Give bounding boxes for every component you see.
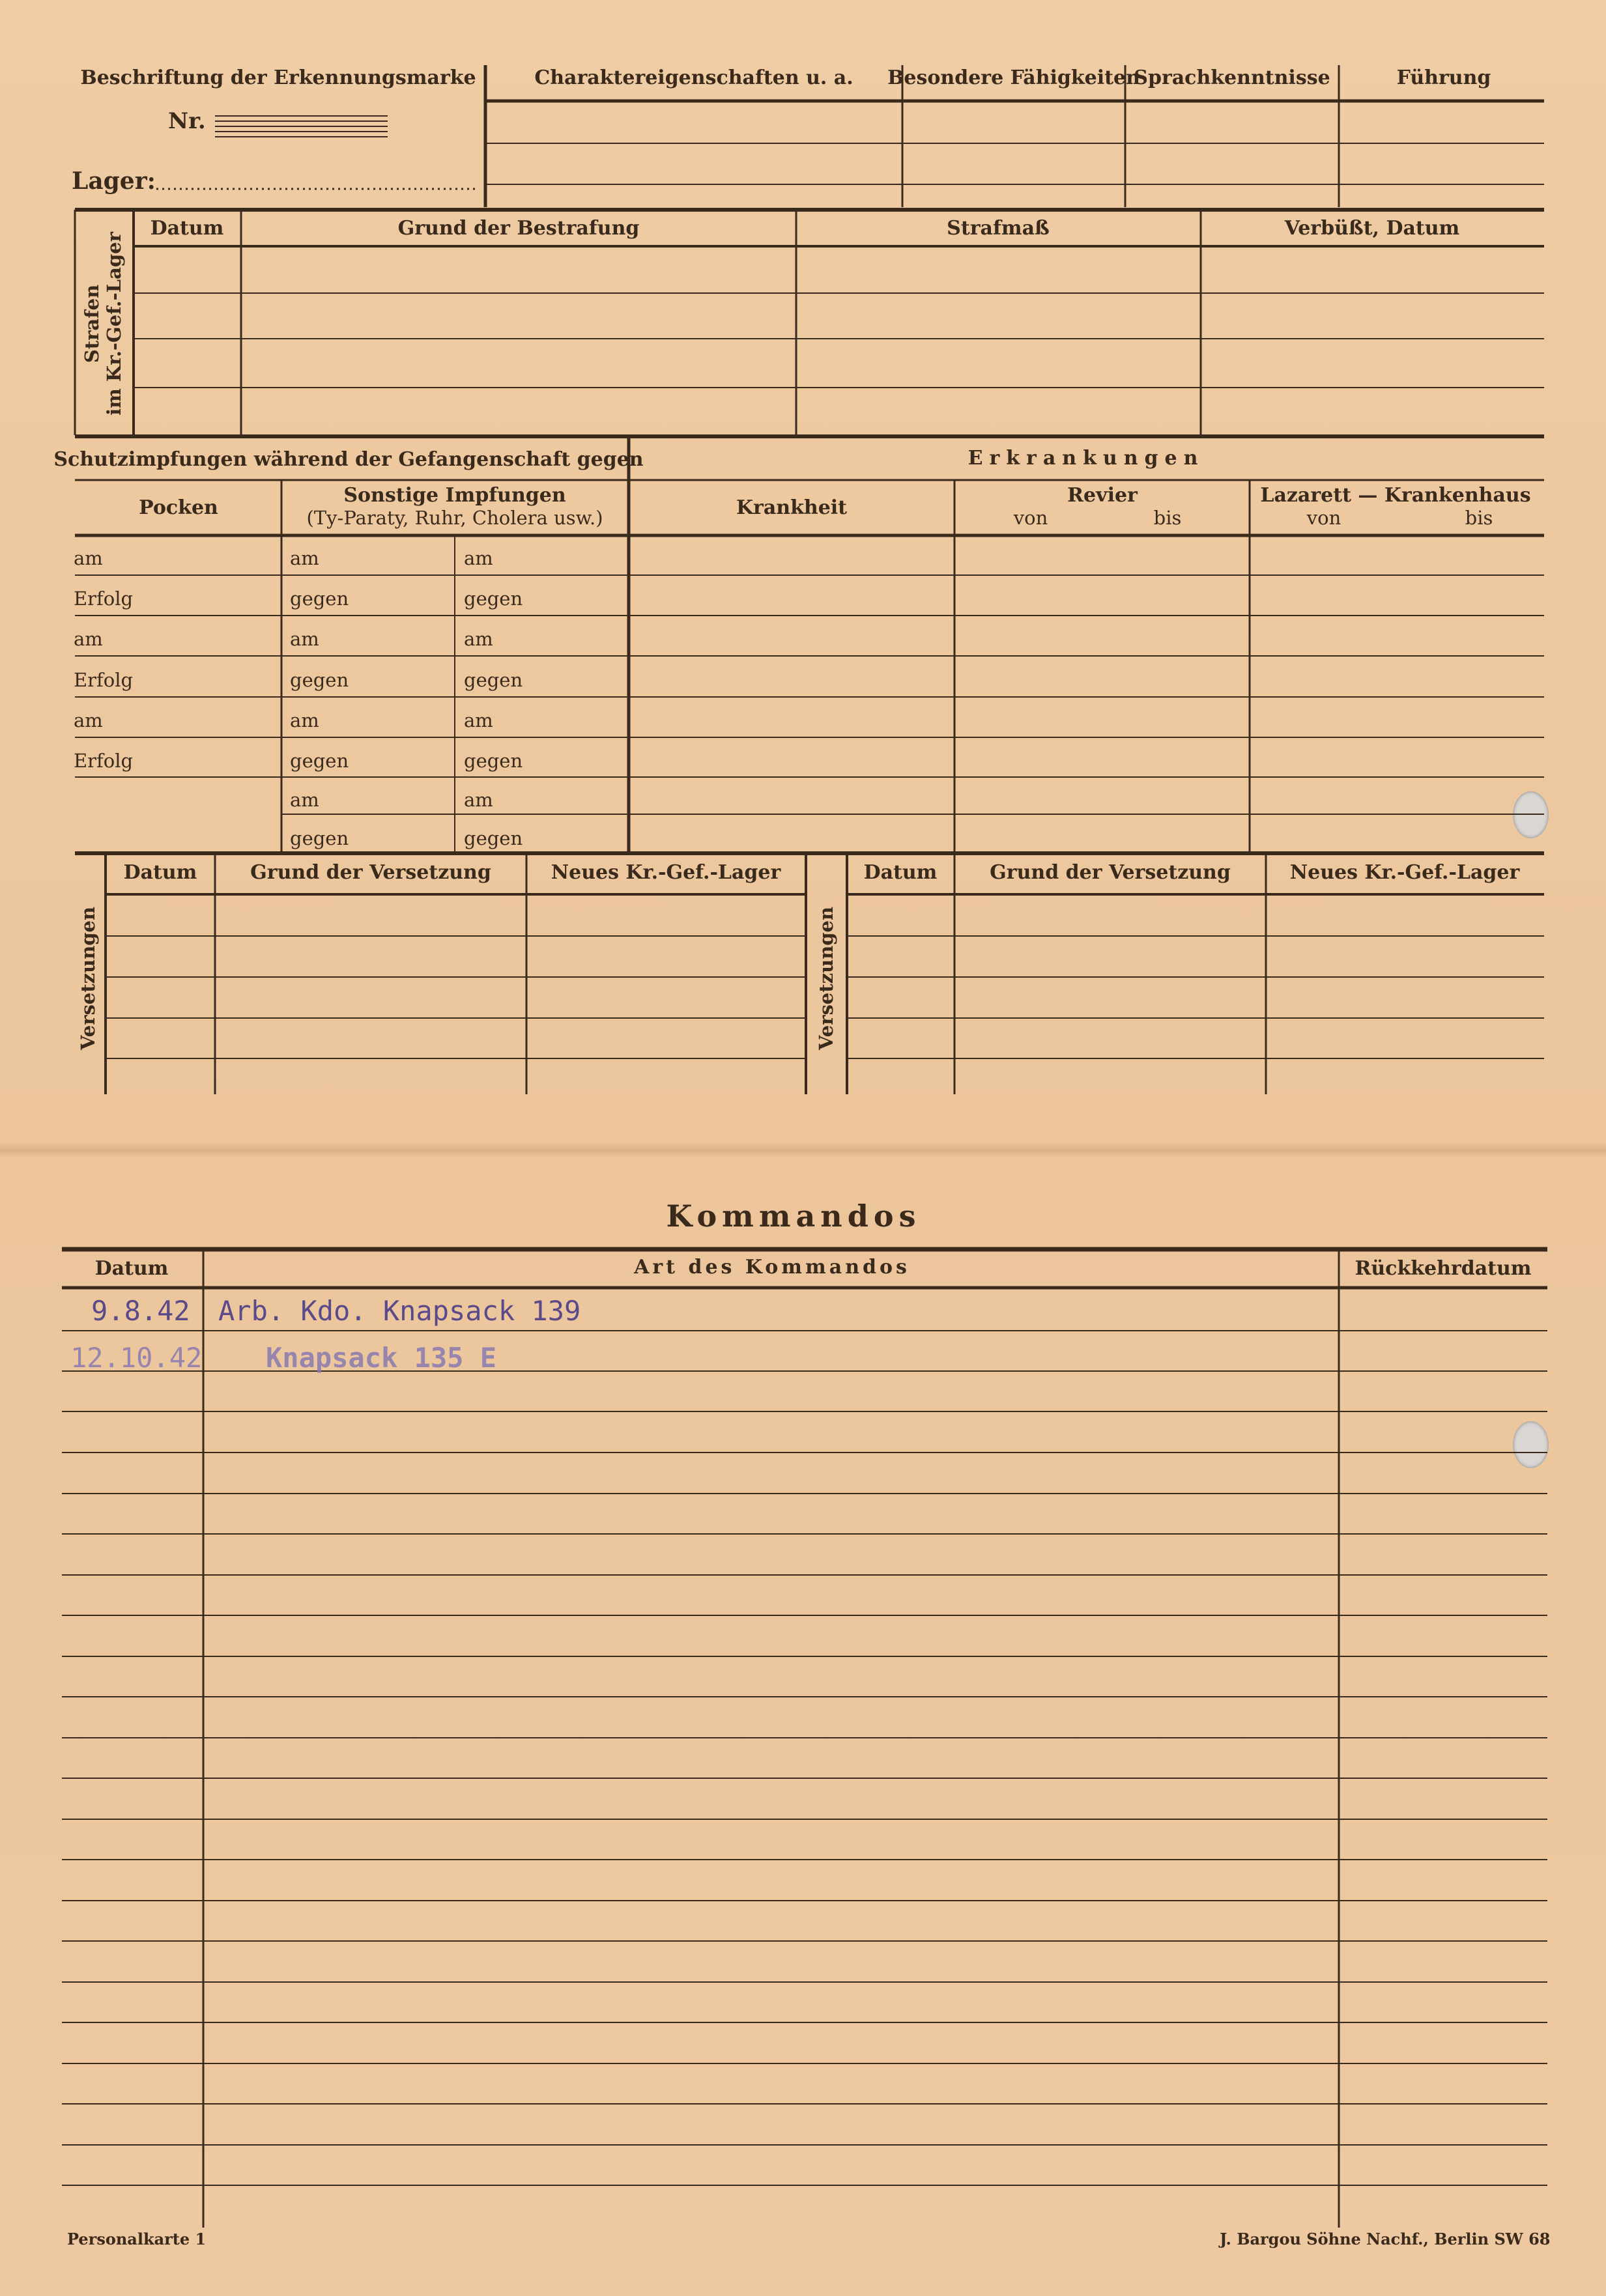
ill-from-label: von [1013, 507, 1048, 529]
transfers-side-label-left: Versetzungen [77, 906, 99, 1051]
other-row-label: gegen [464, 750, 523, 772]
pun-col-reason: Grund der Bestrafung [397, 217, 640, 240]
other-row-label: gegen [464, 588, 523, 610]
ill-title: Erkrankungen [968, 447, 1205, 470]
other-row-label: gegen [290, 750, 349, 772]
other-row-label: gegen [290, 669, 349, 691]
transfers-side-label-right: Versetzungen [815, 906, 837, 1051]
col-skills: Besondere Fähigkeiten [887, 66, 1140, 89]
other-row-label: am [464, 789, 493, 811]
form-name: Personalkarte 1 [67, 2230, 207, 2248]
other-row-label: gegen [290, 827, 349, 849]
other-row-label: am [290, 709, 319, 731]
kdo-entry-type: Knapsack 135 E [266, 1342, 497, 1374]
trans-col-new-camp: Neues Kr.-Gef.-Lager [1289, 861, 1520, 884]
nr-label: Nr. [168, 108, 206, 134]
col-character: Charaktereigenschaften u. a. [534, 66, 853, 89]
vacc-col-pox: Pocken [139, 496, 218, 519]
ill-to-label: bis [1153, 507, 1182, 529]
trans-col-reason: Grund der Versetzung [250, 861, 491, 884]
tag-label: Beschriftung der Erkennungsmarke [80, 66, 476, 89]
other-row-label: am [464, 709, 493, 731]
trans-col-date: Datum [123, 861, 197, 884]
col-languages: Sprachkenntnisse [1134, 66, 1330, 89]
vacc-col-other-1: Sonstige Impfungen [343, 484, 566, 507]
trans-col-reason: Grund der Versetzung [990, 861, 1231, 884]
pox-row-label: am [74, 547, 103, 569]
vacc-col-other-2: (Ty-Paraty, Ruhr, Cholera usw.) [306, 507, 603, 529]
punishments-side-label: Strafen im Kr.-Gef.-Lager [81, 232, 125, 416]
pox-row-label: am [74, 628, 103, 650]
trans-col-new-camp: Neues Kr.-Gef.-Lager [551, 861, 781, 884]
other-row-label: gegen [464, 827, 523, 849]
pox-row-label: Erfolg [74, 750, 134, 772]
other-row-label: am [290, 628, 319, 650]
kdo-col-type: Art des Kommandos [634, 1256, 910, 1279]
kdo-entry-date: 12.10.42 [70, 1342, 203, 1374]
kdo-entry-type: Arb. Kdo. Knapsack 139 [218, 1295, 581, 1327]
kommandos-title: Kommandos [666, 1198, 921, 1234]
vacc-title: Schutzimpfungen während der Gefangenschaft gegen [53, 448, 644, 471]
col-conduct: Führung [1396, 66, 1491, 89]
pun-col-served: Verbüßt, Datum [1284, 217, 1460, 240]
other-row-label: am [290, 547, 319, 569]
other-row-label: gegen [290, 588, 349, 610]
pox-row-label: Erfolg [74, 669, 134, 691]
other-row-label: gegen [464, 669, 523, 691]
ill-from-label: von [1306, 507, 1341, 529]
trans-col-date: Datum [863, 861, 938, 884]
ill-col-illness: Krankheit [736, 496, 848, 519]
kdo-col-return: Rückkehrdatum [1355, 1257, 1532, 1280]
pox-row-label: am [74, 709, 103, 731]
other-row-label: am [464, 628, 493, 650]
other-row-label: am [464, 547, 493, 569]
printer-imprint: J. Bargou Söhne Nachf., Berlin SW 68 [1220, 2230, 1551, 2248]
pox-row-label: Erfolg [74, 588, 134, 610]
pun-col-measure: Strafmaß [947, 217, 1050, 240]
ill-to-label: bis [1465, 507, 1493, 529]
pun-col-date: Datum [150, 217, 224, 240]
other-row-label: am [290, 789, 319, 811]
ill-col-hospital: Lazarett — Krankenhaus [1260, 484, 1531, 507]
kdo-col-date: Datum [94, 1257, 169, 1280]
ill-col-sickbay: Revier [1067, 484, 1138, 507]
kdo-entry-date: 9.8.42 [91, 1295, 190, 1327]
lager-label: Lager: [72, 167, 156, 195]
